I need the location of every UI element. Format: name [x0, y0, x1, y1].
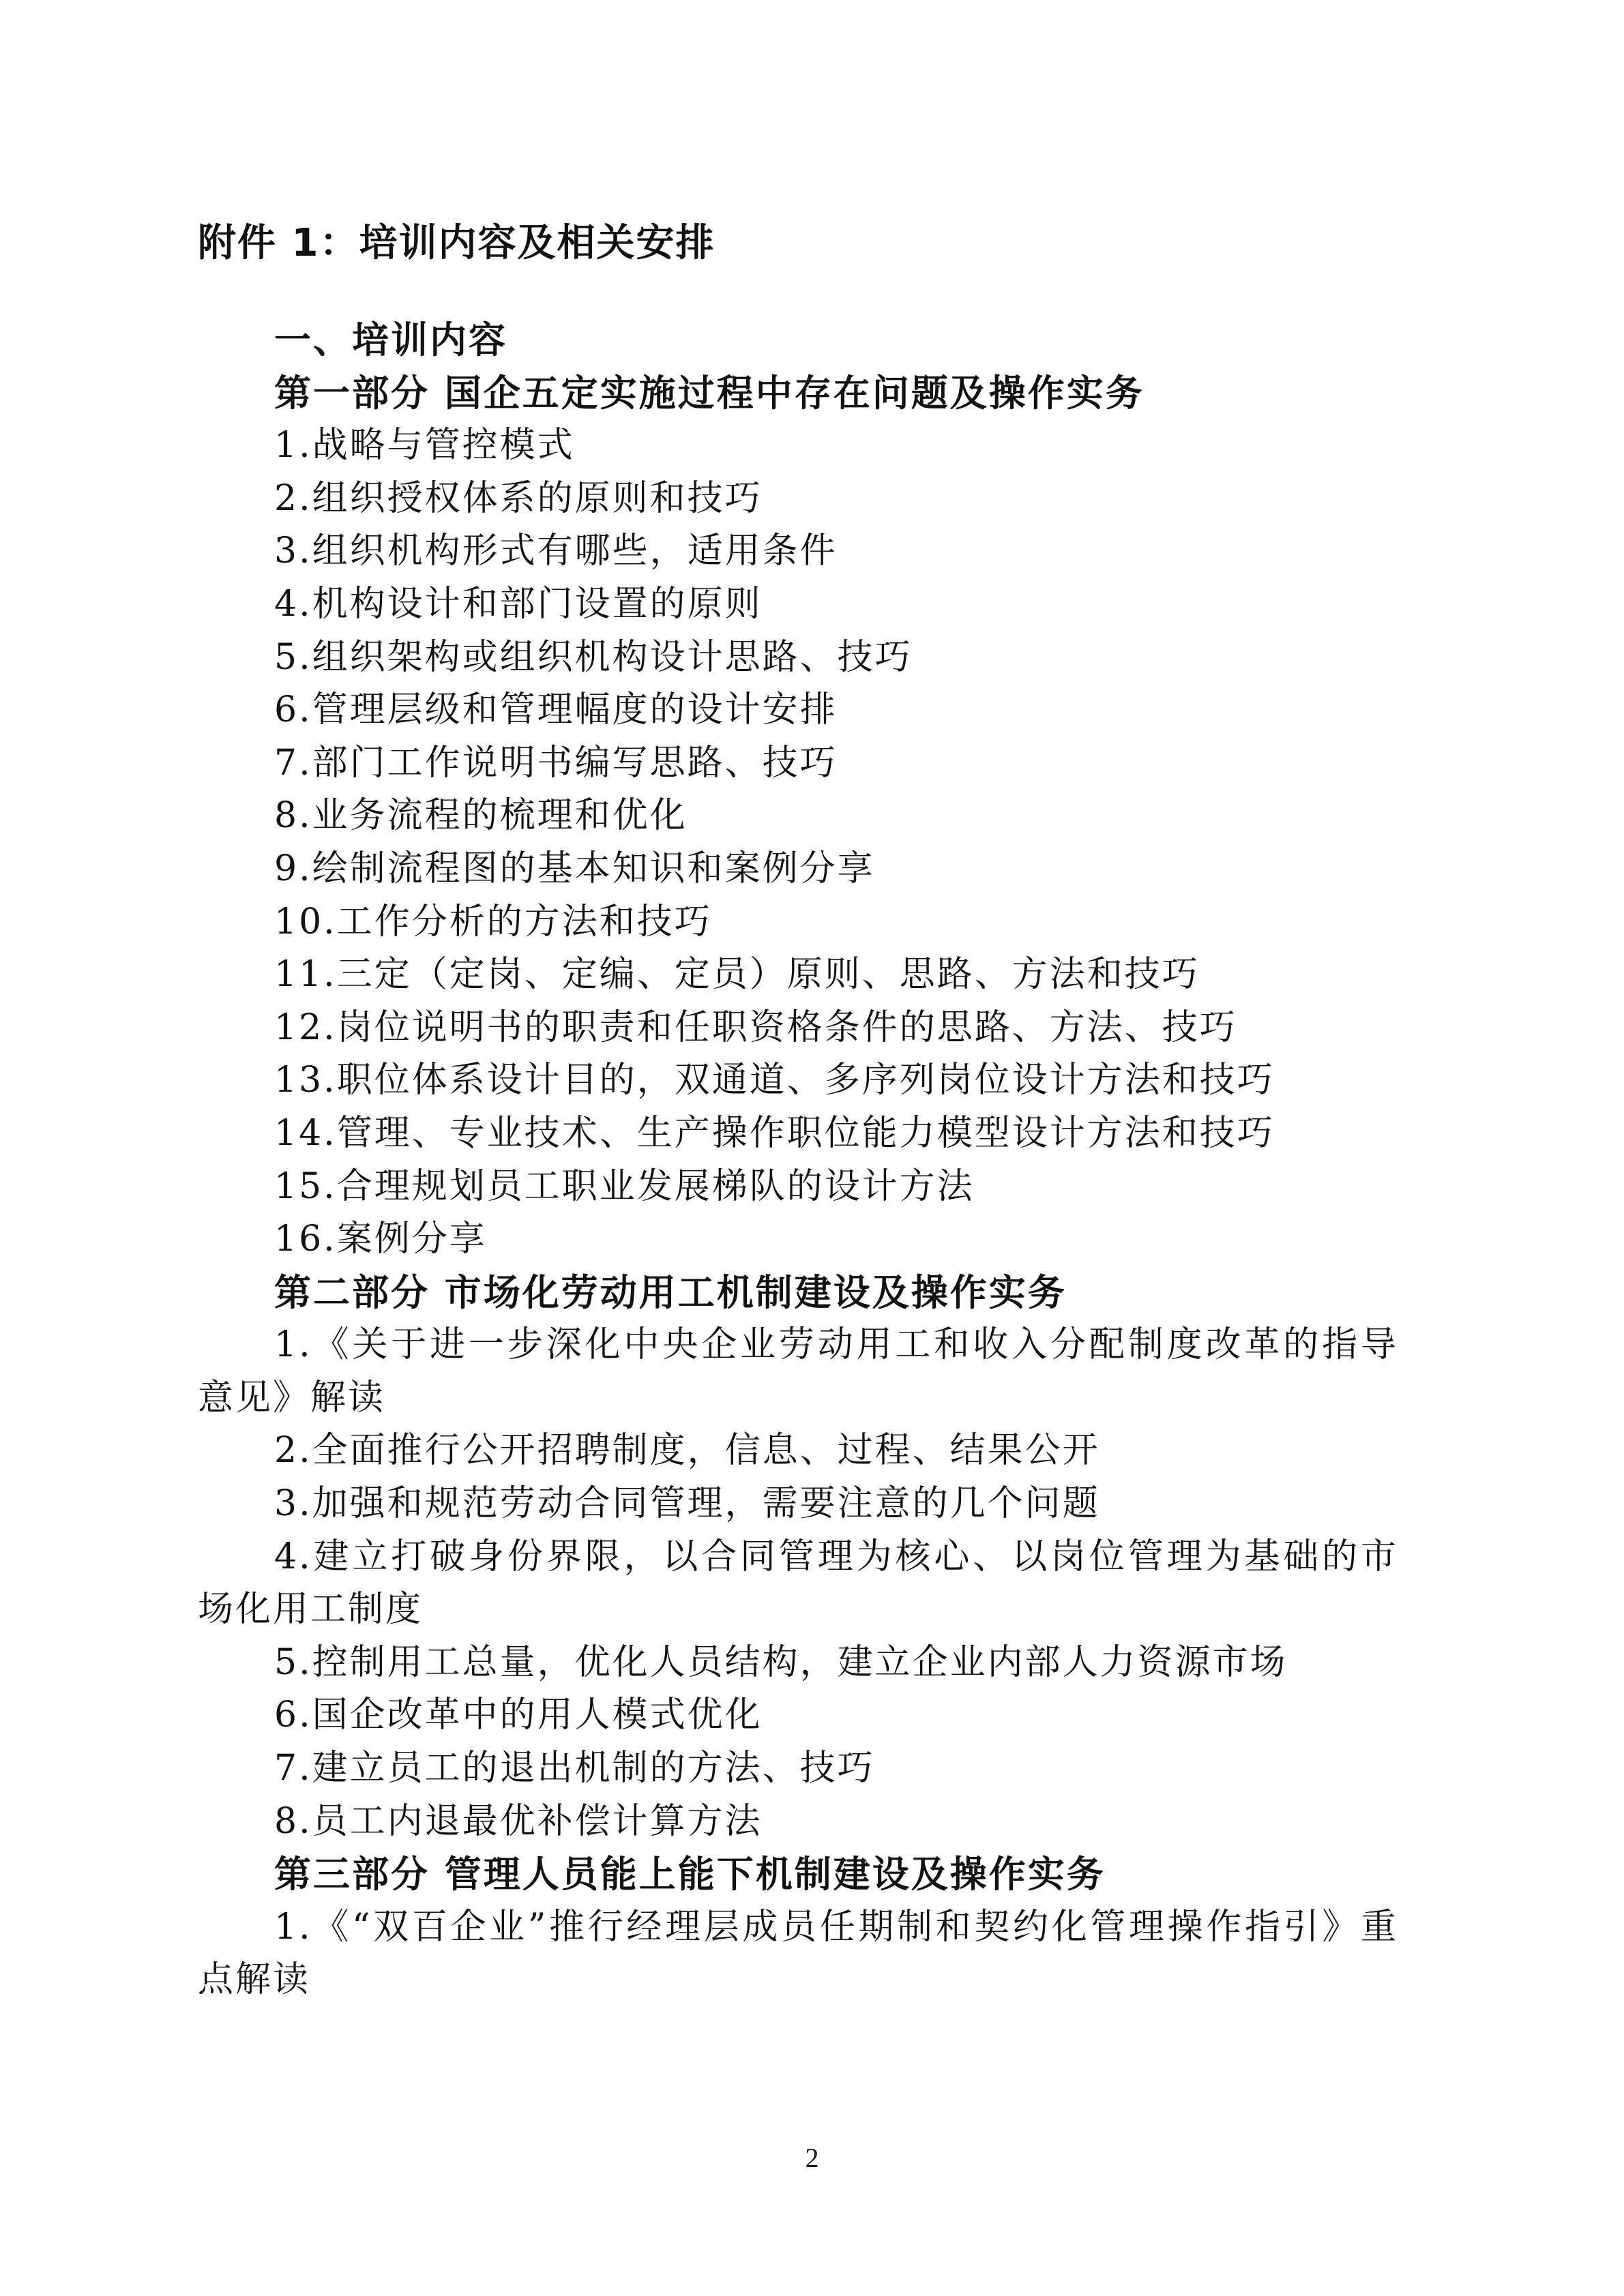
part-heading: 第二部分 市场化劳动用工机制建设及操作实务	[274, 1270, 1067, 1314]
list-item: 14.管理、专业技术、生产操作职位能力模型设计方法和技巧	[274, 1112, 1275, 1154]
list-item: 1.《关于进一步深化中央企业劳动用工和收入分配制度改革的指导意见》解读	[198, 1324, 1398, 1418]
list-item: 3.组织机构形式有哪些，适用条件	[274, 531, 838, 572]
list-item: 8.员工内退最优补偿计算方法	[274, 1800, 763, 1842]
document-body	[198, 314, 1398, 2007]
list-item: 2.全面推行公开招聘制度，信息、过程、结果公开	[274, 1430, 1100, 1472]
list-item: 16.案例分享	[274, 1219, 487, 1260]
list-item: 11.三定（定岗、定编、定员）原则、思路、方法和技巧	[274, 954, 1200, 996]
list-item: 5.组织架构或组织机构设计思路、技巧	[274, 636, 913, 678]
part-heading: 第一部分 国企五定实施过程中存在问题及操作实务	[274, 371, 1145, 415]
list-item: 1.《“双百企业”推行经理层成员任期制和契约化管理操作指引》重点解读	[198, 1906, 1398, 2001]
list-item: 7.部门工作说明书编写思路、技巧	[274, 742, 838, 784]
list-item: 4.建立打破身份界限，以合同管理为核心、以岗位管理为基础的市场化用工制度	[198, 1536, 1398, 1630]
section-heading: 一、培训内容	[274, 318, 507, 361]
list-item: 8.业务流程的梳理和优化	[274, 795, 688, 837]
list-item: 13.职位体系设计目的，双通道、多序列岗位设计方法和技巧	[274, 1060, 1275, 1101]
list-item: 4.机构设计和部门设置的原则	[274, 583, 763, 625]
list-item: 7.建立员工的退出机制的方法、技巧	[274, 1748, 875, 1789]
list-item: 15.合理规划员工职业发展梯队的设计方法	[274, 1165, 975, 1207]
list-item: 3.加强和规范劳动合同管理，需要注意的几个问题	[274, 1483, 1100, 1525]
list-item: 5.控制用工总量，优化人员结构，建立企业内部人力资源市场	[274, 1641, 1288, 1683]
page-number: 2	[805, 2143, 819, 2173]
list-item: 2.组织授权体系的原则和技巧	[274, 477, 763, 519]
list-item: 12.岗位说明书的职责和任职资格条件的思路、方法、技巧	[274, 1007, 1237, 1048]
list-item: 6.管理层级和管理幅度的设计安排	[274, 689, 838, 731]
list-item: 9.绘制流程图的基本知识和案例分享	[274, 848, 875, 889]
list-item: 10.工作分析的方法和技巧	[274, 901, 712, 942]
attachment-title: 附件 1：培训内容及相关安排	[198, 221, 715, 265]
list-item: 1.战略与管控模式	[274, 425, 575, 466]
list-item: 6.国企改革中的用人模式优化	[274, 1695, 763, 1736]
part-heading: 第三部分 管理人员能上能下机制建设及操作实务	[274, 1853, 1106, 1896]
